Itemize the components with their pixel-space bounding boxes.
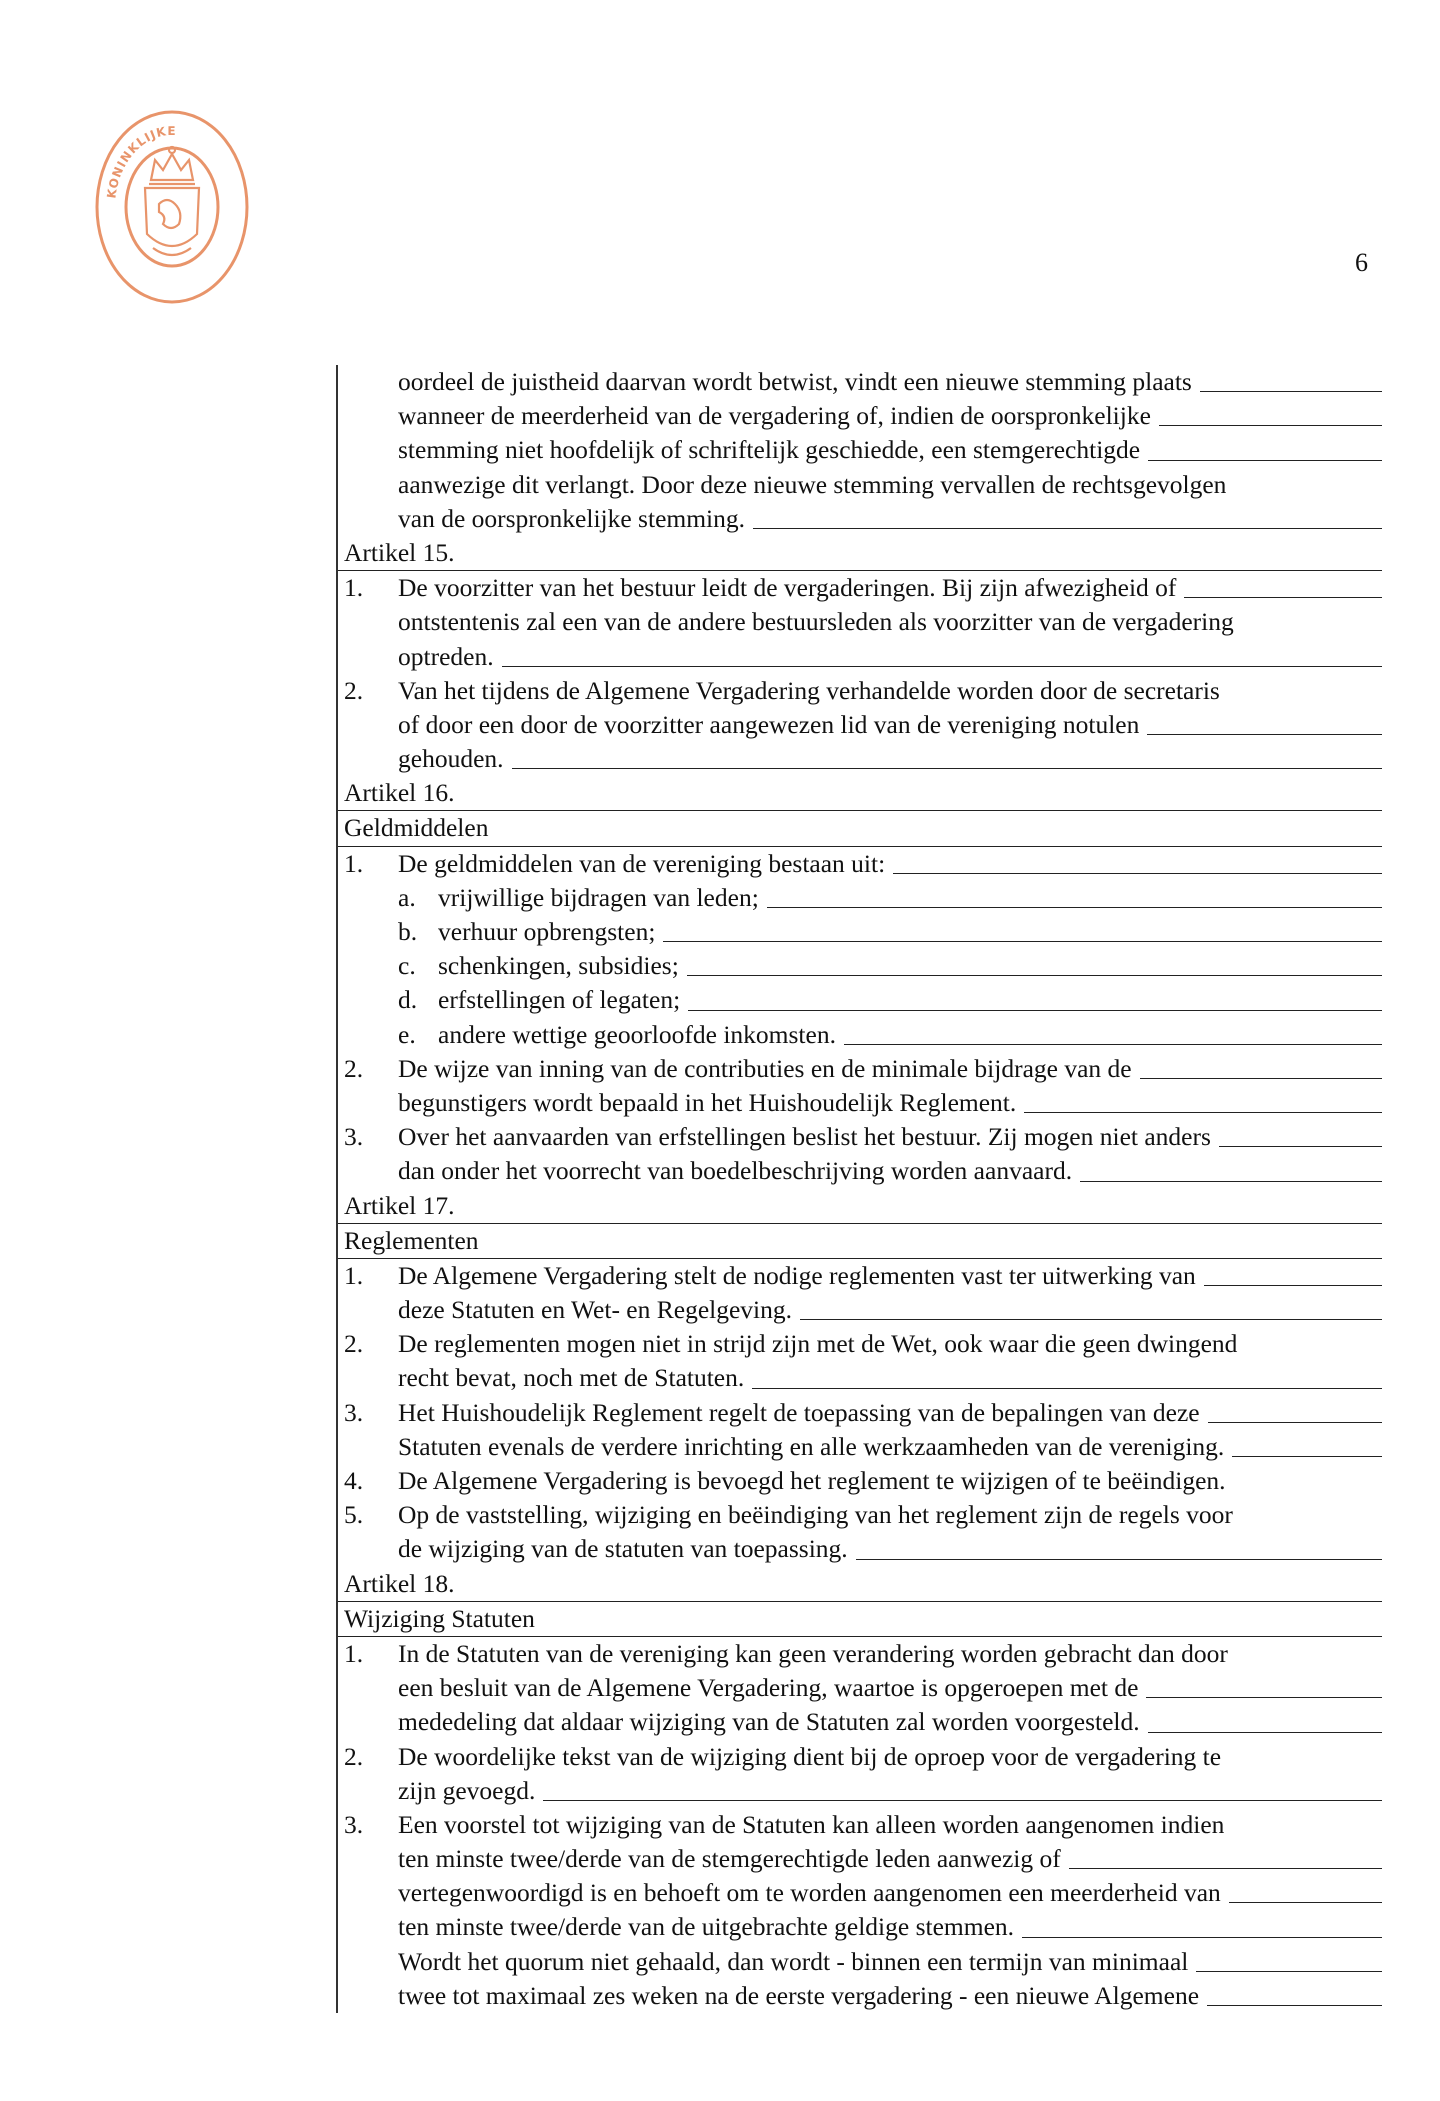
clause-text: De geldmiddelen van de vereniging bestaan uit: [398, 848, 886, 878]
heading-text: Artikel 15. [344, 537, 455, 567]
text-line [338, 1979, 1382, 2013]
page-number: 6 [1355, 248, 1368, 277]
article-heading [338, 1189, 1382, 1224]
line-text: of door een door de voorzitter aangewezen lid van de vereniging notulen [398, 709, 1140, 739]
text-line [338, 1945, 1382, 1979]
line-text: vertegenwoordigd is en behoeft om te worden aangenomen een meerderheid van [398, 1878, 1221, 1908]
fill-line [502, 666, 1382, 667]
clause-number: 3. [344, 1122, 364, 1152]
fill-line [663, 941, 1382, 942]
clause-text: Een voorstel tot wijziging van de Statuten kan alleen worden aangenomen indien [398, 1809, 1225, 1839]
document-body [336, 365, 1382, 2013]
line-text: dan onder het voorrecht van boedelbeschrijving worden aanvaard. [398, 1156, 1073, 1186]
article-heading [338, 1224, 1382, 1259]
fill-line [844, 1044, 1382, 1045]
clause-number: 1. [344, 573, 364, 603]
line-text: ten minste twee/derde van de stemgerechtigde leden aanwezig of [398, 1844, 1061, 1874]
numbered-clause [338, 1498, 1382, 1532]
text-line [338, 1532, 1382, 1566]
text-line [338, 1842, 1382, 1876]
sub-clause-text: verhuur opbrengsten; [438, 917, 656, 946]
sub-clause-letter: e. [398, 1019, 416, 1049]
line-text: ontstentenis zal een van de andere bestuursleden als voorzitter van de vergadering [398, 607, 1234, 637]
clause-text: De reglementen mogen niet in strijd zijn met de Wet, ook waar die geen dwingend [398, 1329, 1238, 1359]
text-line [338, 399, 1382, 433]
fill-line [688, 1010, 1382, 1011]
numbered-clause [338, 1464, 1382, 1498]
article-heading [338, 811, 1382, 846]
clause-number: 1. [344, 848, 364, 878]
article-heading [338, 1567, 1382, 1602]
line-text: begunstigers wordt bepaald in het Huishoudelijk Reglement. [398, 1087, 1017, 1117]
text-line [338, 1705, 1382, 1739]
article-heading [338, 536, 1382, 571]
clause-text: De voorzitter van het bestuur leidt de vergaderingen. Bij zijn afwezigheid of [398, 573, 1177, 603]
clause-text: Het Huishoudelijk Reglement regelt de toepassing van de bepalingen van deze [398, 1397, 1200, 1427]
numbered-clause [338, 1259, 1382, 1293]
fill-line [1148, 1732, 1382, 1733]
numbered-clause [338, 1327, 1382, 1361]
numbered-clause [338, 1120, 1382, 1154]
heading-text: Geldmiddelen [344, 813, 489, 843]
line-text: Wordt het quorum niet gehaald, dan wordt - binnen een termijn van minimaal [398, 1946, 1189, 1976]
notary-seal [93, 108, 251, 306]
clause-text: Van het tijdens de Algemene Vergadering verhandelde worden door de secretaris [398, 675, 1220, 705]
numbered-clause [338, 1637, 1382, 1671]
fill-line [1219, 1146, 1382, 1147]
sub-clause-letter: b. [398, 917, 418, 946]
fill-line [1200, 391, 1382, 392]
heading-text: Artikel 17. [344, 1190, 455, 1220]
sub-clause-letter: c. [398, 951, 416, 981]
clause-number: 1. [344, 1638, 364, 1668]
fill-line [1069, 1868, 1382, 1869]
sub-clause-letter: d. [398, 985, 418, 1015]
text-line [338, 742, 1382, 776]
line-text: optreden. [398, 641, 494, 671]
fill-line [1140, 1078, 1382, 1079]
clause-text: Over het aanvaarden van erfstellingen beslist het bestuur. Zij mogen niet anders [398, 1122, 1211, 1152]
fill-line [1207, 2005, 1382, 2006]
line-text: stemming niet hoofdelijk of schriftelijk geschiedde, een stemgerechtigde [398, 435, 1141, 465]
fill-line [687, 975, 1382, 976]
sub-clause-text: schenkingen, subsidies; [438, 951, 679, 981]
fill-line [767, 907, 1382, 908]
article-heading [338, 1602, 1382, 1637]
fill-line [543, 1800, 1382, 1801]
numbered-clause [338, 571, 1382, 605]
text-line [338, 1430, 1382, 1464]
clause-number: 4. [344, 1466, 364, 1495]
line-text: deze Statuten en Wet- en Regelgeving. [398, 1295, 793, 1325]
clause-number: 5. [344, 1500, 364, 1530]
sub-clause [338, 881, 1382, 915]
heading-text: Artikel 18. [344, 1568, 455, 1598]
fill-line [1229, 1902, 1382, 1903]
fill-line [753, 528, 1382, 529]
line-text: wanneer de meerderheid van de vergadering of, indien de oorspronkelijke [398, 401, 1151, 431]
clause-text: In de Statuten van de vereniging kan geen verandering worden gebracht dan door [398, 1638, 1228, 1668]
heading-text: Artikel 16. [344, 778, 455, 808]
line-text: ten minste twee/derde van de uitgebrachte geldige stemmen. [398, 1912, 1015, 1942]
article-heading [338, 776, 1382, 811]
text-line [338, 708, 1382, 742]
sub-clause [338, 1018, 1382, 1052]
text-line [338, 365, 1382, 399]
line-text: twee tot maximaal zes weken na de eerste vergadering - een nieuwe Algemene [398, 1980, 1200, 2010]
sub-clause-text: vrijwillige bijdragen van leden; [438, 882, 759, 912]
numbered-clause [338, 1740, 1382, 1774]
line-text: aanwezige dit verlangt. Door deze nieuwe stemming vervallen de rechtsgevolgen [398, 469, 1227, 499]
fill-line [1159, 425, 1382, 426]
fill-line [1208, 1422, 1382, 1423]
text-line [338, 1910, 1382, 1944]
fill-line [1232, 1456, 1382, 1457]
fill-line [800, 1319, 1382, 1320]
fill-line [1184, 597, 1382, 598]
numbered-clause [338, 1396, 1382, 1430]
text-line [338, 1876, 1382, 1910]
sub-clause [338, 983, 1382, 1017]
sub-clause-letter: a. [398, 882, 416, 912]
line-text: oordeel de juistheid daarvan wordt betwist, vindt een nieuwe stemming plaats [398, 367, 1192, 396]
text-line [338, 502, 1382, 536]
text-line [338, 640, 1382, 674]
line-text: de wijziging van de statuten van toepassing. [398, 1534, 848, 1564]
line-text: van de oorspronkelijke stemming. [398, 503, 746, 533]
sub-clause-text: erfstellingen of legaten; [438, 985, 681, 1015]
fill-line [1024, 1112, 1382, 1113]
fill-line [752, 1388, 1382, 1389]
fill-line [512, 768, 1382, 769]
seal-ring-text-top: KONINKLIJKE [104, 123, 177, 200]
numbered-clause [338, 674, 1382, 708]
clause-text: Op de vaststelling, wijziging en beëindiging van het reglement zijn de regels voor [398, 1500, 1233, 1530]
numbered-clause [338, 1808, 1382, 1842]
fill-line [856, 1559, 1382, 1560]
sub-clause-text: andere wettige geoorloofde inkomsten. [438, 1019, 836, 1049]
heading-text: Reglementen [344, 1225, 479, 1255]
fill-line [1022, 1937, 1382, 1938]
clause-text: De Algemene Vergadering is bevoegd het reglement te wijzigen of te beëindigen. [398, 1466, 1226, 1495]
text-line [338, 1086, 1382, 1120]
fill-line [1080, 1181, 1382, 1182]
text-line [338, 605, 1382, 639]
clause-number: 1. [344, 1260, 364, 1290]
clause-text: De wijze van inning van de contributies en de minimale bijdrage van de [398, 1053, 1132, 1083]
clause-text: De woordelijke tekst van de wijziging dient bij de oproep voor de vergadering te [398, 1741, 1222, 1771]
clause-number: 2. [344, 1053, 364, 1083]
fill-line [1148, 460, 1382, 461]
clause-number: 3. [344, 1809, 364, 1839]
fill-line [893, 873, 1382, 874]
clause-number: 2. [344, 675, 364, 705]
clause-number: 2. [344, 1329, 364, 1359]
line-text: mededeling dat aldaar wijziging van de Statuten zal worden voorgesteld. [398, 1707, 1140, 1737]
numbered-clause [338, 847, 1382, 881]
numbered-clause [338, 1052, 1382, 1086]
text-line [338, 1361, 1382, 1395]
text-line [338, 1671, 1382, 1705]
text-line [338, 1774, 1382, 1808]
line-text: zijn gevoegd. [398, 1775, 536, 1805]
heading-text: Wijziging Statuten [344, 1603, 535, 1633]
text-line [338, 433, 1382, 467]
fill-line [1196, 1971, 1382, 1972]
sub-clause [338, 915, 1382, 949]
line-text: Statuten evenals de verdere inrichting en alle werkzaamheden van de vereniging. [398, 1431, 1225, 1461]
sub-clause [338, 949, 1382, 983]
line-text: recht bevat, noch met de Statuten. [398, 1363, 745, 1393]
text-line [338, 468, 1382, 502]
line-text: een besluit van de Algemene Vergadering, waartoe is opgeroepen met de [398, 1673, 1139, 1703]
text-line [338, 1154, 1382, 1188]
clause-number: 2. [344, 1741, 364, 1771]
clause-number: 3. [344, 1397, 364, 1427]
clause-text: De Algemene Vergadering stelt de nodige reglementen vast ter uitwerking van [398, 1260, 1196, 1290]
fill-line [1146, 1697, 1382, 1698]
text-line [338, 1293, 1382, 1327]
fill-line [1147, 734, 1382, 735]
line-text: gehouden. [398, 744, 504, 774]
fill-line [1204, 1285, 1382, 1286]
